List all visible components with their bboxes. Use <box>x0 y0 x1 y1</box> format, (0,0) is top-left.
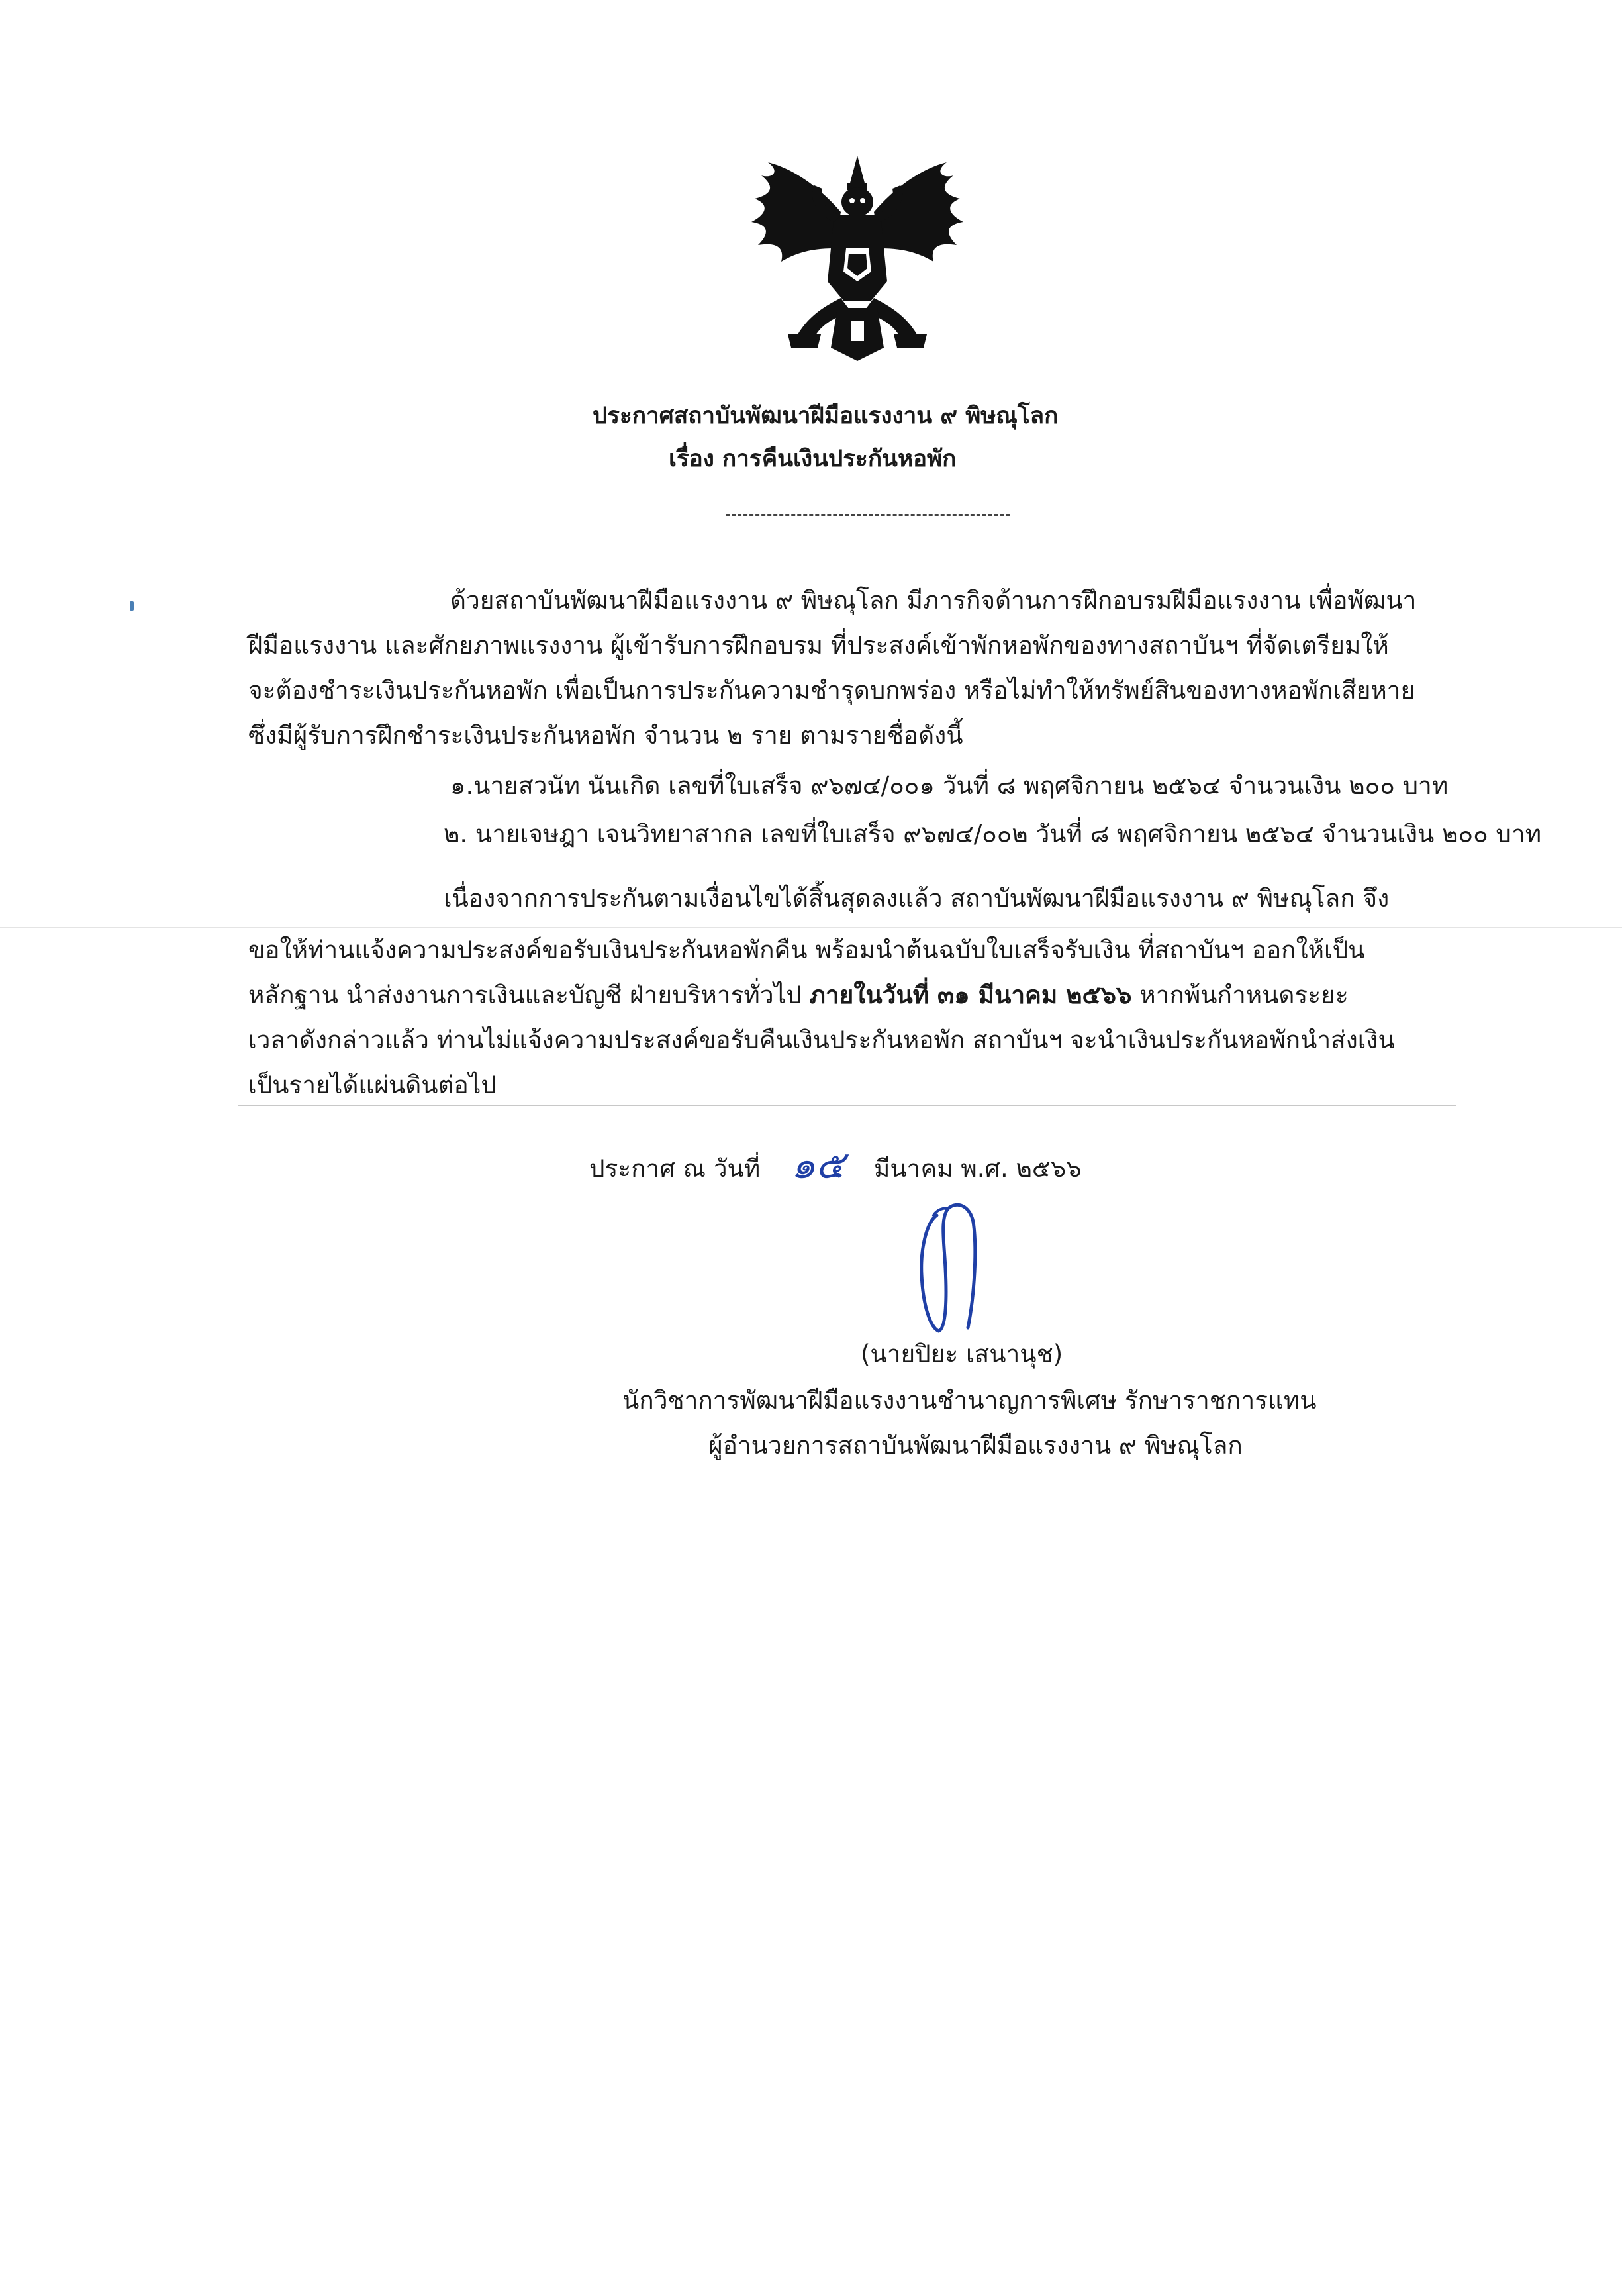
date-prefix: ประกาศ ณ วันที่ <box>589 1154 761 1183</box>
paragraph-1-line-3: จะต้องชำระเงินประกันหอพัก เพื่อเป็นการประกันความชำรุดบกพร่อง หรือไม่ทำให้ทรัพย์สินของทางหอพักเสียหาย <box>248 676 1415 705</box>
date-suffix: มีนาคม พ.ศ. ๒๕๖๖ <box>874 1154 1082 1183</box>
signatory-position-line-2: ผู้อำนวยการสถาบันพัฒนาฝีมือแรงงาน ๙ พิษณุโลก <box>708 1431 1243 1460</box>
paragraph-2-line-3 <box>248 975 1349 1015</box>
paragraph-1-line-4: ซึ่งมีผู้รับการฝึกชำระเงินประกันหอพัก จำนวน ๒ ราย ตามรายชื่อดังนี้ <box>248 721 963 750</box>
title-divider <box>726 514 1010 516</box>
paragraph-2-line-1: เนื่องจากการประกันตามเงื่อนไขได้สิ้นสุดลงแล้ว สถาบันพัฒนาฝีมือแรงงาน ๙ พิษณุโลก จึง <box>444 884 1390 913</box>
signatory-position-line-1: นักวิชาการพัฒนาฝีมือแรงงานชำนาญการพิเศษ รักษาราชการแทน <box>622 1386 1317 1415</box>
announcement-subject: เรื่อง การคืนเงินประกันหอพัก <box>669 446 957 472</box>
signatory-name: (นายปิยะ เสนานุช) <box>861 1340 1063 1368</box>
paragraph-2-line-3-text-a: หลักฐาน นำส่งงานการเงินและบัญชี ฝ่ายบริหารทั่วไป <box>248 981 810 1009</box>
paragraph-2-line-2: ขอให้ท่านแจ้งความประสงค์ขอรับเงินประกันหอพักคืน พร้อมนำต้นฉบับใบเสร็จรับเงิน ที่สถาบันฯ ออกให้เป็น <box>248 936 1365 964</box>
paragraph-2-line-5: เป็นรายได้แผ่นดินต่อไป <box>248 1071 497 1099</box>
scan-artifact-line <box>238 1105 1456 1106</box>
paragraph-2-line-3-text-b: หากพ้นกำหนดระยะ <box>1131 981 1349 1009</box>
paragraph-2-line-4: เวลาดังกล่าวแล้ว ท่านไม่แจ้งความประสงค์ขอรับคืนเงินประกันหอพัก สถาบันฯ จะนำเงินประกันหอพักนำส่งเงิน <box>248 1026 1395 1054</box>
deadline-text: ภายในวันที่ ๓๑ มีนาคม ๒๕๖๖ <box>809 981 1132 1009</box>
paragraph-1-line-2: ฝีมือแรงงาน และศักยภาพแรงงาน ผู้เข้ารับการฝึกอบรม ที่ประสงค์เข้าพักหอพักของทางสถาบันฯ ที่จัดเตรียมให้ <box>248 631 1389 660</box>
paragraph-1-line-1: ด้วยสถาบันพัฒนาฝีมือแรงงาน ๙ พิษณุโลก มีภารกิจด้านการฝึกอบรมฝีมือแรงงาน เพื่อพัฒนา <box>450 586 1417 615</box>
garuda-emblem-icon <box>741 149 973 368</box>
handwritten-day: ๑๕ <box>791 1142 845 1187</box>
signature-image <box>907 1195 986 1338</box>
list-item-2: ๒. นายเจษฎา เจนวิทยาสากล เลขที่ใบเสร็จ ๙๖๗๔/๐๐๒ วันที่ ๘ พฤศจิกายน ๒๕๖๔ จำนวนเงิน ๒๐๐ บาท <box>444 820 1542 848</box>
announcement-title: ประกาศสถาบันพัฒนาฝีมือแรงงาน ๙ พิษณุโลก <box>593 403 1059 429</box>
scan-speck <box>130 601 134 611</box>
list-item-1: ๑.นายสวนัท นันเกิด เลขที่ใบเสร็จ ๙๖๗๔/๐๐๑ วันที่ ๘ พฤศจิกายน ๒๕๖๔ จำนวนเงิน ๒๐๐ บาท <box>450 772 1449 800</box>
scan-artifact-line <box>0 927 1622 928</box>
